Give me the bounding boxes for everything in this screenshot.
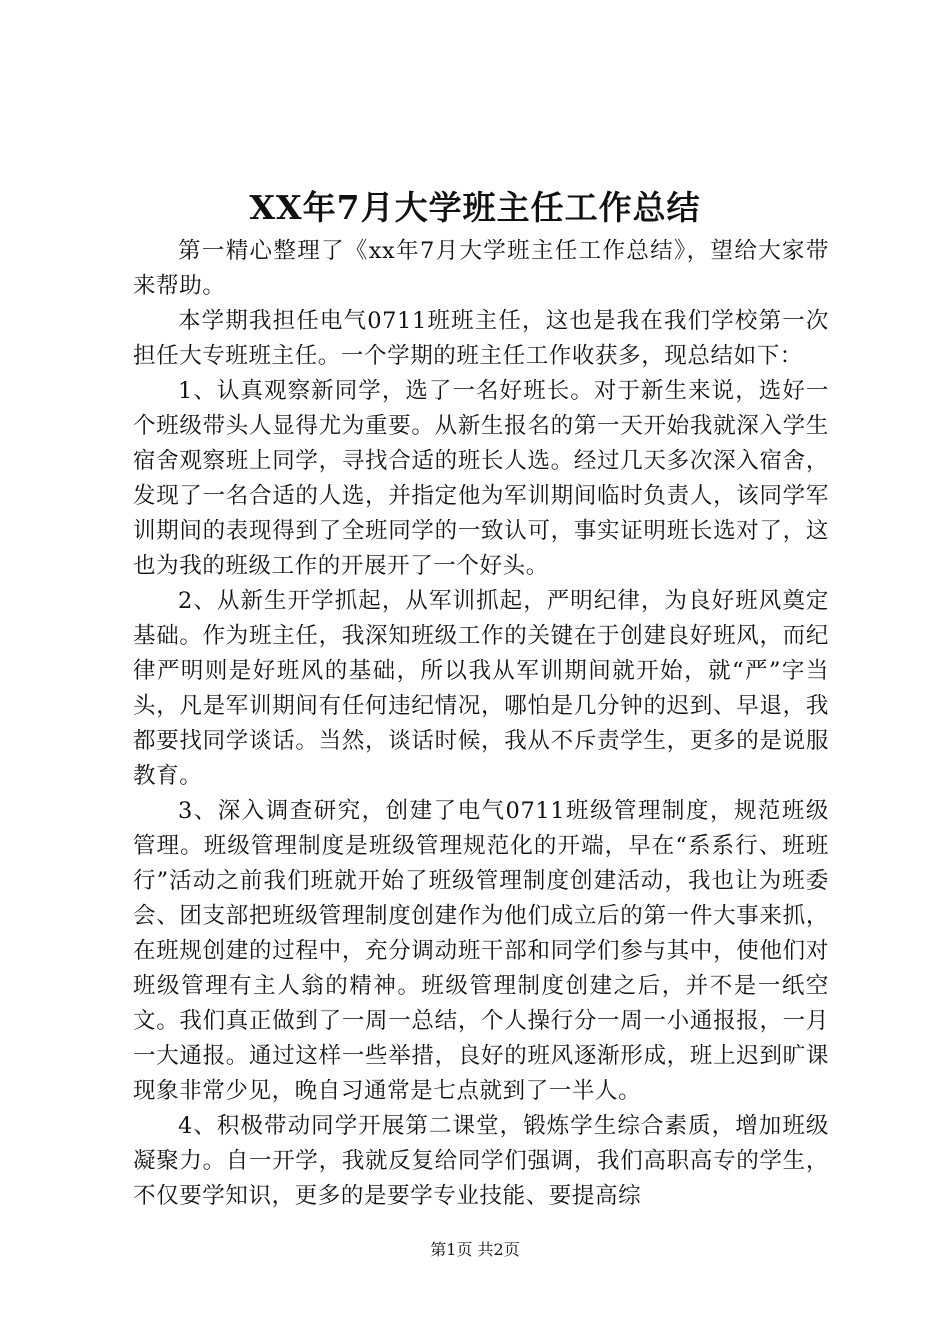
paragraph-point-2: 2、从新生开学抓起，从军训抓起，严明纪律，为良好班风奠定基础。作为班主任，我深知班级工作的关键在于创建良好班风，而纪律严明则是好班风的基础，所以我从军训期间就开始，就“严”字当头，凡是军训期间有任何违纪情况，哪怕是几分钟的迟到、早退，我都要找同学谈话。当然，谈话时候，我从不斥责学生，更多的是说服教育。 — [133, 588, 829, 789]
paragraph-intro: 第一精心整理了《xx年7月大学班主任工作总结》，望给大家带来帮助。 — [133, 238, 829, 299]
paragraph-point-4: 4、积极带动同学开展第二课堂，锻炼学生综合素质，增加班级凝聚力。自一开学，我就反复给同学们强调，我们高职高专的学生，不仅要学知识，更多的是要学专业技能、要提高综 — [133, 1113, 829, 1209]
paragraph-overview: 本学期我担任电气0711班班主任，这也是我在我们学校第一次担任大专班班主任。一个学期的班主任工作收获多，现总结如下： — [133, 308, 829, 369]
paragraph-point-3: 3、深入调查研究，创建了电气0711班级管理制度，规范班级管理。班级管理制度是班级管理规范化的开端，早在“系系行、班班行”活动之前我们班就开始了班级管理制度创建活动，我也让为班委会、团支部把班级管理制度创建作为他们成立后的第一件大事来抓，在班规创建的过程中，充分调动班干部和同学们参与其中，使他们对班级管理有主人翁的精神。班级管理制度创建之后，并不是一纸空文。我们真正做到了一周一总结，个人操行分一周一小通报报，一月一大通报。通过这样一些举措，良好的班风逐渐形成，班上迟到旷课现象非常少见，晚自习通常是七点就到了一半人。 — [133, 798, 829, 1104]
page-footer: 第1页 共2页 — [430, 1240, 520, 1259]
paragraph-point-1: 1、认真观察新同学，选了一名好班长。对于新生来说，选好一个班级带头人显得尤为重要。从新生报名的第一天开始我就深入学生宿舍观察班上同学，寻找合适的班长人选。经过几天多次深入宿舍，发现了一名合适的人选，并指定他为军训期间临时负责人，该同学军训期间的表现得到了全班同学的一致认可，事实证明班长选对了，这也为我的班级工作的开展开了一个好头。 — [133, 378, 829, 579]
document-body — [133, 234, 829, 1214]
document-title: XX年7月大学班主任工作总结 — [249, 188, 701, 227]
